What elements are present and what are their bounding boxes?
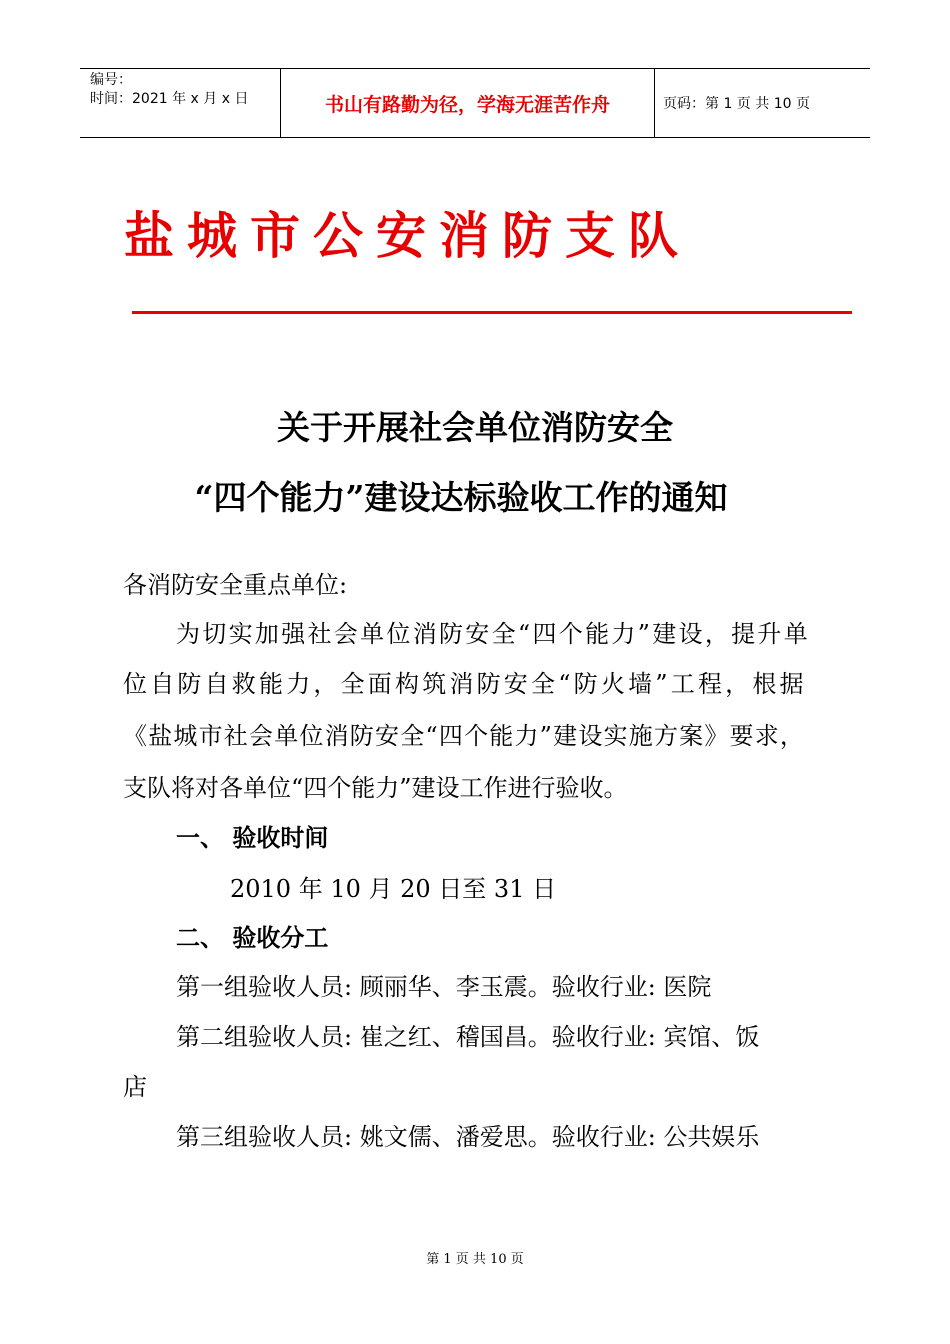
document-title-line1: 关于开展社会单位消防安全 [277, 408, 673, 447]
red-divider [132, 311, 852, 314]
paragraph-line: 位自防自救能力，全面构筑消防安全“防火墙”工程，根据 [123, 670, 807, 698]
page-info: 页码：第 1 页 共 10 页 [663, 96, 810, 112]
group-line-continuation: 店 [123, 1073, 147, 1101]
page-footer: 第 1 页 共 10 页 [426, 1252, 524, 1267]
header-meta-cell [80, 69, 281, 137]
group-line: 第一组验收人员: 顾丽华、李玉震。验收行业: 医院 [176, 973, 712, 1001]
group-line: 第三组验收人员: 姚文儒、潘爱思。验收行业: 公共娱乐 [176, 1123, 760, 1151]
time-label: 时间：2021 年 x 月 x 日 [90, 91, 249, 107]
number-label: 编号： [90, 72, 132, 88]
paragraph-line: 《盐城市社会单位消防安全“四个能力”建设实施方案》要求， [123, 722, 806, 750]
motto: 书山有路勤为径，学海无涯苦作舟 [281, 69, 655, 137]
document-title-line2: “四个能力”建设达标验收工作的通知 [194, 478, 728, 517]
salutation: 各消防安全重点单位: [123, 571, 348, 599]
organization-name: 盐城市公安消防支队 [124, 206, 691, 265]
section-heading-division: 二、 验收分工 [176, 924, 329, 952]
header-table [80, 68, 870, 138]
paragraph-line: 为切实加强社会单位消防安全“四个能力”建设，提升单 [176, 620, 811, 648]
paragraph-line: 支队将对各单位“四个能力”建设工作进行验收。 [123, 774, 628, 802]
acceptance-date: 2010 年 10 月 20 日至 31 日 [230, 875, 557, 903]
section-heading-time: 一、 验收时间 [176, 824, 329, 852]
group-line: 第二组验收人员: 崔之红、稽国昌。验收行业: 宾馆、饭 [176, 1023, 760, 1051]
